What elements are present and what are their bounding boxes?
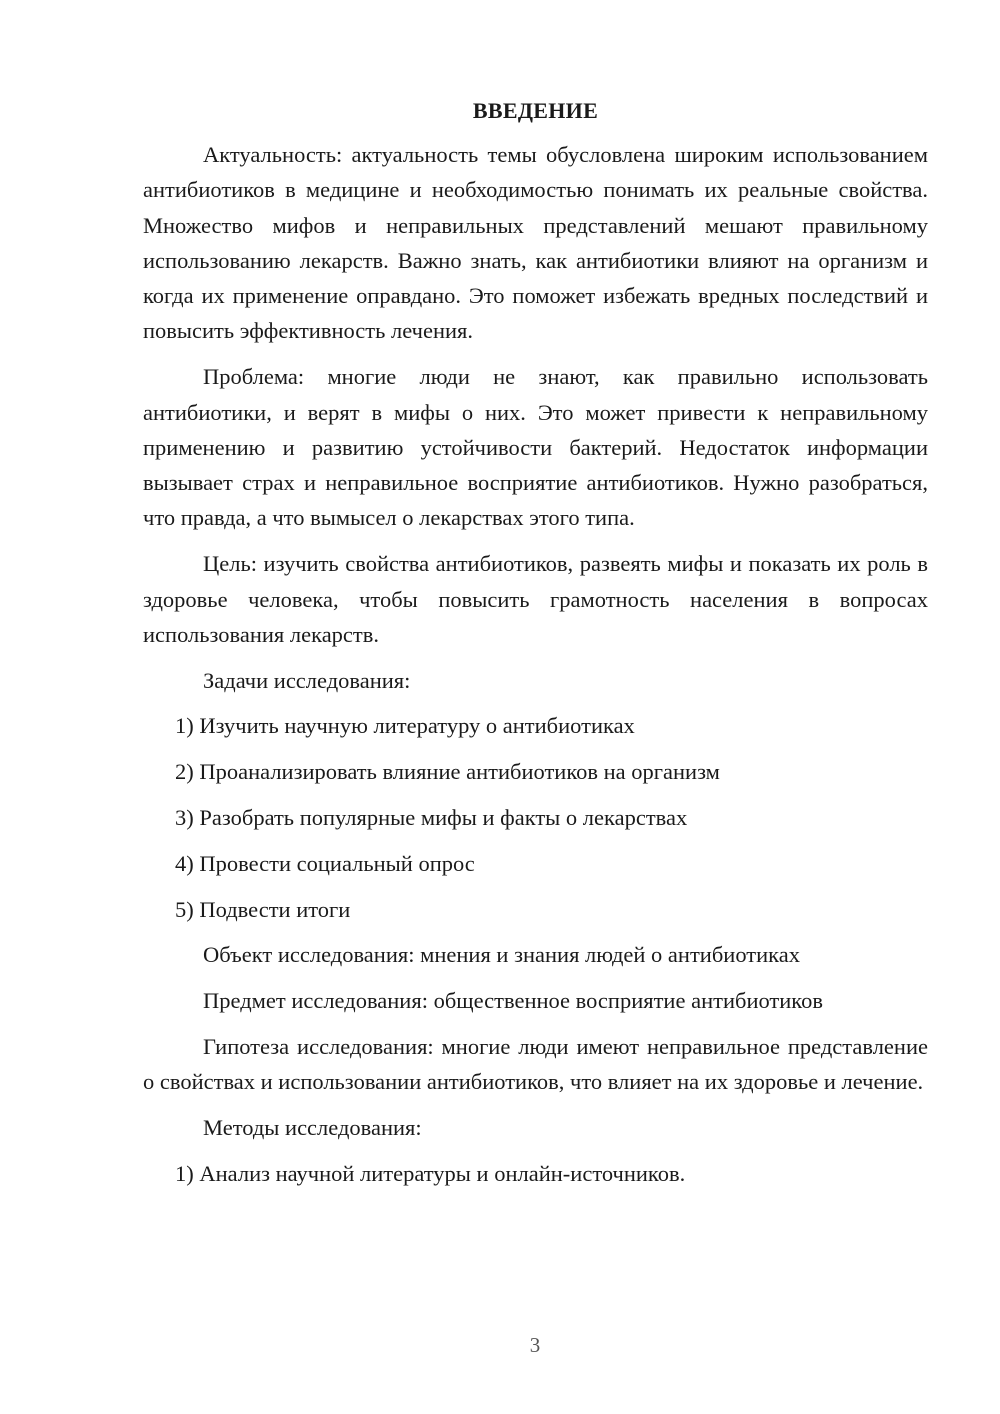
subject-line: Предмет исследования: общественное восприятие антибиотиков (203, 988, 823, 1014)
tasks-title: Задачи исследования: (203, 667, 411, 693)
section-heading: ВВЕДЕНИЕ (472, 98, 599, 123)
page-number: 3 (529, 1333, 541, 1357)
hypothesis-paragraph: Гипотеза исследования: многие люди имеют неправильное представление о свойствах и использовании антибиотиков, что влияет на их здоровье и лечение. (143, 1034, 928, 1095)
task-item-3: 3) Разобрать популярные мифы и факты о лекарствах (175, 805, 688, 831)
problem-paragraph: Проблема: многие люди не знают, как правильно использовать антибиотики, и верят в мифы о них. Это может привести к неправильному применению и развитию устойчивости бактерий. Недостаток информации вызывает страх и неправильное восприятие антибиотиков. Нужно разобраться, что правда, а что вымысел о лекарствах этого типа. (143, 364, 928, 531)
object-line: Объект исследования: мнения и знания людей о антибиотиках (203, 942, 800, 968)
task-item-5: 5) Подвести итоги (175, 896, 351, 922)
task-item-1: 1) Изучить научную литературу о антибиотиках (175, 713, 635, 739)
method-item-1: 1) Анализ научной литературы и онлайн-источников. (175, 1160, 686, 1186)
methods-title: Методы исследования: (203, 1115, 422, 1141)
relevance-paragraph: Актуальность: актуальность темы обусловлена широким использованием антибиотиков в медицине и необходимостью понимать их реальные свойства. Множество мифов и неправильных представлений мешают правильному использованию лекарств. Важно знать, как антибиотики влияют на организм и когда их применение оправдано. Это поможет избежать вредных последствий и повысить эффективность лечения. (143, 142, 928, 344)
goal-paragraph: Цель: изучить свойства антибиотиков, развеять мифы и показать их роль в здоровье человека, чтобы повысить грамотность населения в вопросах использования лекарств. (143, 551, 928, 647)
methods-list (143, 1156, 928, 1191)
page-content (143, 96, 928, 1191)
task-item-2: 2) Проанализировать влияние антибиотиков на организм (175, 759, 720, 785)
tasks-list (143, 708, 928, 926)
task-item-4: 4) Провести социальный опрос (175, 850, 475, 876)
